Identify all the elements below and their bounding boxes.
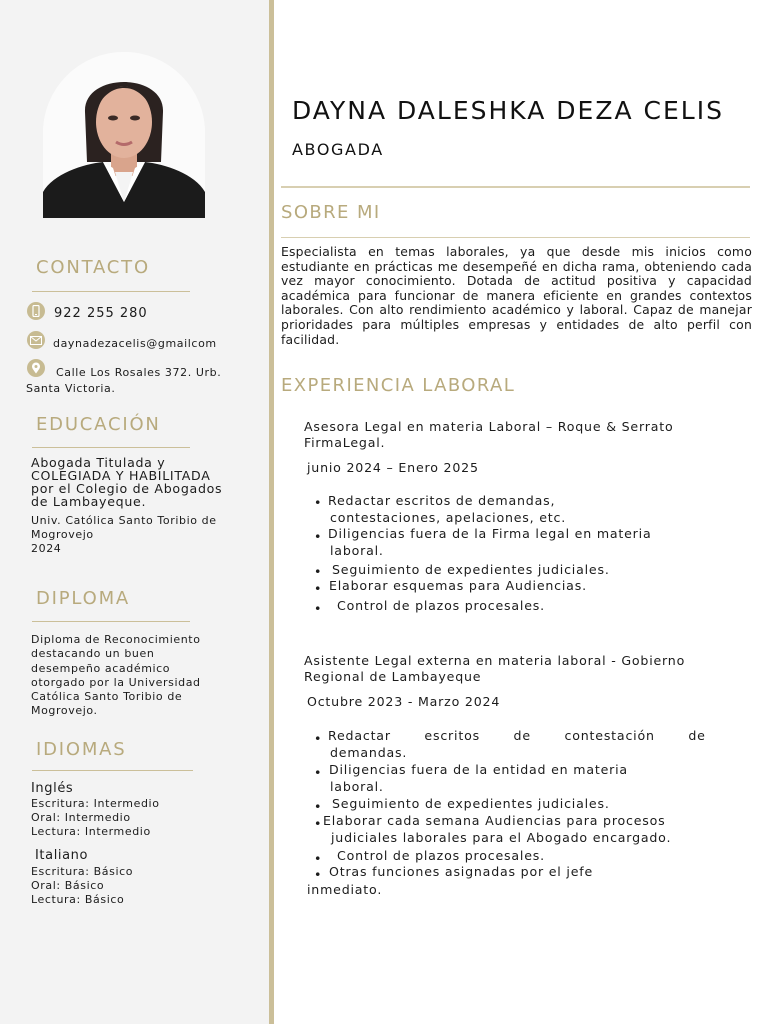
job-title-line: Asesora Legal en materia Laboral – Roque & Serrato xyxy=(304,419,674,434)
diploma-heading: DIPLOMA xyxy=(36,588,131,609)
profile-photo xyxy=(43,52,205,218)
job-title-line: FirmaLegal. xyxy=(304,434,386,450)
candidate-title: ABOGADA xyxy=(292,140,384,159)
language-reading: Lectura: Intermedio xyxy=(31,825,151,838)
language-oral: Oral: Básico xyxy=(31,879,105,892)
job-task xyxy=(337,597,545,614)
mail-icon xyxy=(27,331,45,349)
contact-heading: CONTACTO xyxy=(36,257,150,278)
job-task xyxy=(328,727,711,761)
job-task-line: judiciales laborales para el Abogado encargado. xyxy=(331,830,672,845)
about-text: Especialista en temas laborales, ya que desde mis inicios como estudiante en prácticas me desempeñé en dicha rama, obteniendo cada vez mayor conocimiento. Dotada de actitud positiva y capacidad académica para funcionar de manera eficiente en grandes contextos laborales. Con alto rendimiento académico y laboral. Capaz de manejar prioridades para múltiples empresas y entidades de alto perfil con facilidad. xyxy=(281,244,752,347)
diploma-line: destacando un buen xyxy=(31,647,155,661)
contact-email: daynadezacelis@gmailcom xyxy=(53,337,217,350)
contact-rule xyxy=(32,291,190,292)
job-task-line: laboral. xyxy=(330,779,384,794)
contact-phone: 922 255 280 xyxy=(54,306,148,321)
job-task-line: Diligencias fuera de la entidad en materia xyxy=(329,762,628,777)
job-task-line: Redactar escritos de contestación de xyxy=(328,728,706,743)
language-name: Italiano xyxy=(35,848,89,863)
bullet-icon: • xyxy=(314,731,322,746)
education-school xyxy=(31,514,217,556)
job-task xyxy=(328,525,651,559)
language-writing: Escritura: Intermedio xyxy=(31,797,160,810)
job-task-line: Redactar escritos de demandas, xyxy=(328,493,556,508)
job-task-line: demandas. xyxy=(330,745,408,760)
diploma-line: Mogrovejo. xyxy=(31,704,98,718)
job-task-line: inmediato. xyxy=(307,882,383,897)
diploma-rule xyxy=(32,621,190,622)
education-degree xyxy=(31,456,222,508)
job-task xyxy=(329,761,628,795)
job-task-line: Seguimiento de expedientes judiciales. xyxy=(332,562,610,577)
language-details xyxy=(31,797,160,839)
job-task xyxy=(328,492,566,526)
education-year: 2024 xyxy=(31,542,62,555)
bullet-icon: • xyxy=(314,765,322,780)
job-task-line: laboral. xyxy=(330,543,384,558)
job-period: junio 2024 – Enero 2025 xyxy=(307,460,479,475)
bullet-icon: • xyxy=(314,601,322,616)
education-rule xyxy=(32,447,190,448)
language-reading: Lectura: Básico xyxy=(31,893,125,906)
diploma-line: Diploma de Reconocimiento xyxy=(31,633,201,646)
experience-heading: EXPERIENCIA LABORAL xyxy=(281,375,516,396)
job-task-line: Elaborar esquemas para Audiencias. xyxy=(329,578,587,593)
job-title xyxy=(304,419,673,450)
job-task-line: contestaciones, apelaciones, etc. xyxy=(330,510,567,525)
job-task xyxy=(337,847,545,864)
job-period: Octubre 2023 - Marzo 2024 xyxy=(307,694,501,709)
column-divider xyxy=(269,0,274,1024)
language-writing: Escritura: Básico xyxy=(31,865,134,878)
education-heading: EDUCACIÓN xyxy=(36,414,161,435)
job-task xyxy=(332,561,610,578)
languages-rule xyxy=(32,770,193,771)
bullet-icon: • xyxy=(314,867,322,882)
bullet-icon: • xyxy=(314,581,322,596)
job-task xyxy=(332,795,610,812)
language-details xyxy=(31,865,133,907)
job-task-line: Diligencias fuera de la Firma legal en materia xyxy=(328,526,652,541)
diploma-line: otorgado por la Universidad xyxy=(31,675,201,689)
diploma-line: Católica Santo Toribio de xyxy=(31,690,183,704)
job-task xyxy=(329,577,587,594)
language-name: Inglés xyxy=(31,781,74,796)
bullet-icon: • xyxy=(314,495,322,510)
location-pin-icon xyxy=(27,359,45,377)
education-degree-line: Abogada Titulada y xyxy=(31,455,166,470)
job-task xyxy=(323,812,671,846)
language-oral: Oral: Intermedio xyxy=(31,811,131,824)
bullet-icon: • xyxy=(314,799,322,814)
job-title-line: Asistente Legal externa en materia laboral - Gobierno xyxy=(304,653,686,668)
education-school-line: Mogrovejo xyxy=(31,528,94,541)
bullet-icon: • xyxy=(314,816,322,831)
job-task-line: Elaborar cada semana Audiencias para procesos xyxy=(323,813,666,828)
contact-address-line2: Santa Victoria. xyxy=(26,382,116,395)
diploma-line: desempeño académico xyxy=(31,661,171,675)
candidate-name: DAYNA DALESHKA DEZA CELIS xyxy=(292,96,724,125)
about-heading: SOBRE MI xyxy=(281,202,381,223)
phone-icon xyxy=(27,302,45,320)
header-rule xyxy=(281,186,750,188)
diploma-text xyxy=(31,633,201,719)
job-task-line: Control de plazos procesales. xyxy=(337,598,545,613)
bullet-icon: • xyxy=(314,851,322,866)
job-task-line: Control de plazos procesales. xyxy=(337,848,545,863)
job-task-line: Seguimiento de expedientes judiciales. xyxy=(332,796,610,811)
job-task-line: Otras funciones asignadas por el jefe xyxy=(329,864,594,879)
education-school-line: Univ. Católica Santo Toribio de xyxy=(31,514,217,527)
education-degree-line: por el Colegio de Abogados xyxy=(31,481,223,496)
job-title xyxy=(304,653,685,684)
bullet-icon: • xyxy=(314,564,322,579)
job-task xyxy=(329,863,593,880)
education-degree-line: COLEGIADA Y HABILITADA xyxy=(31,468,211,483)
languages-heading: IDIOMAS xyxy=(36,739,127,760)
bullet-icon: • xyxy=(314,529,322,544)
job-title-line: Regional de Lambayeque xyxy=(304,668,482,684)
education-degree-line: de Lambayeque. xyxy=(31,494,147,509)
contact-address-line1: Calle Los Rosales 372. Urb. xyxy=(56,366,222,379)
about-rule xyxy=(281,237,750,238)
